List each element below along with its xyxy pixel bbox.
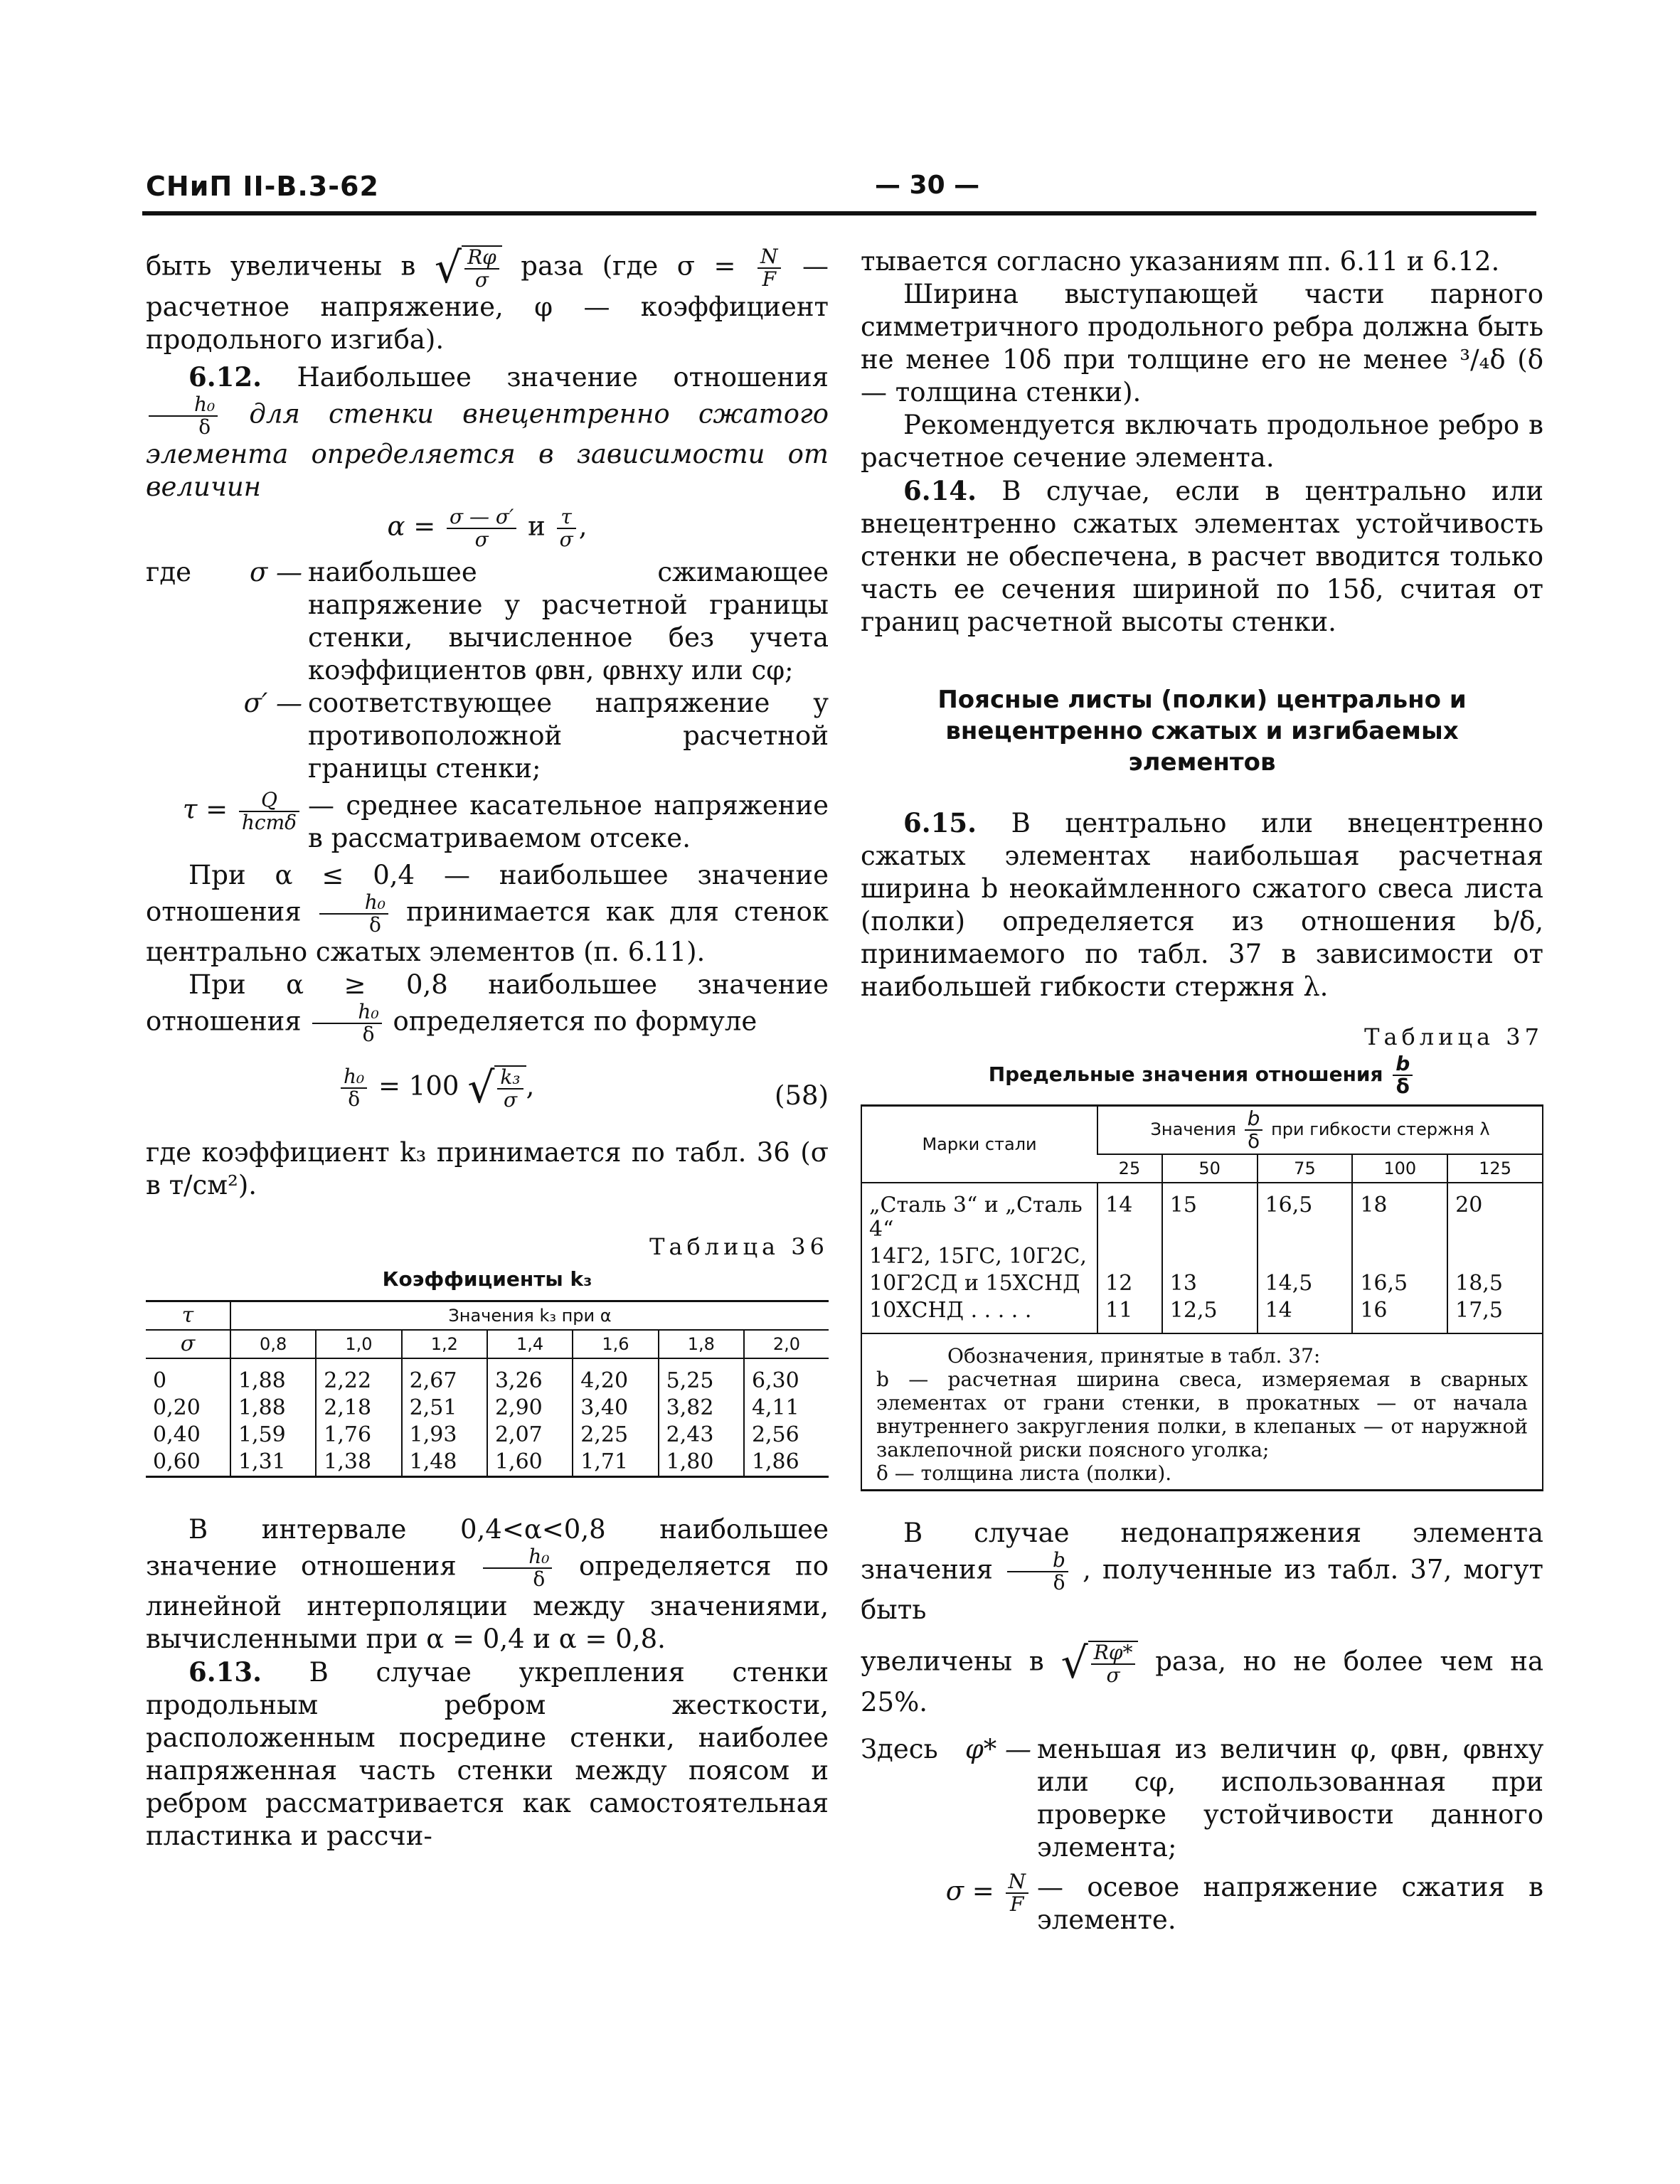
text: = 100: [378, 1070, 459, 1102]
t36-alpha-header: 2,0: [744, 1330, 829, 1358]
frac-num: b: [1393, 1053, 1413, 1076]
paragraph-k3: где коэффициент k₃ принимается по табл. 36 (σ в т/см²).: [146, 1137, 829, 1200]
table-cell: 2,22: [316, 1358, 401, 1395]
table-37-body: [861, 1183, 1543, 1333]
sqrt-den: σ: [1106, 1663, 1120, 1687]
table-cell: 14: [1097, 1183, 1162, 1243]
table-row: [861, 1297, 1543, 1333]
table-cell: 4,11: [744, 1395, 829, 1422]
paragraph-interval: [146, 1513, 829, 1656]
table-cell: 1,88: [230, 1395, 316, 1422]
frac-den: σ: [474, 528, 489, 551]
definition-sigma: [146, 556, 829, 687]
sqrt-num: Rφ*: [1091, 1642, 1136, 1665]
table-cell: 0,40: [153, 1422, 201, 1447]
text: определяется по линейной интерполяции между значениями, вычисленными при α = 0,4 и α = 0,8.: [146, 1550, 829, 1654]
fraction-q: [239, 789, 299, 833]
table-cell: 16: [1352, 1297, 1447, 1333]
definition-sigma-prime: [146, 687, 829, 785]
table-cell: [1258, 1243, 1353, 1270]
document-code: СНиП II-В.3-62: [146, 171, 379, 202]
table-row: [861, 1243, 1543, 1270]
table-cell: 2,67: [402, 1358, 487, 1395]
table-cell: 6,30: [744, 1358, 829, 1395]
frac-num: N: [1006, 1871, 1029, 1894]
table-37-notes: [861, 1333, 1543, 1491]
fraction-n-f: [1006, 1871, 1029, 1915]
table-cell: 0,60: [153, 1449, 201, 1474]
section-heading: Поясные листы (полки) центрально и внецентренно сжатых и изгибаемых элементов: [937, 686, 1467, 777]
t36-alpha-header: 1,6: [573, 1330, 658, 1358]
table-cell: „Сталь 3“ и „Сталь 4“: [869, 1193, 1083, 1242]
frac-num: h₀: [341, 1066, 367, 1089]
fraction-tau: [557, 506, 576, 550]
note-title: Обозначения, принятые в табл. 37:: [947, 1344, 1321, 1368]
table-cell: 12,5: [1162, 1297, 1258, 1333]
text: При α ≤ 0,4 — наибольшее значение отношения: [146, 860, 829, 927]
definition-text: соответствующее напряжение у противоположной расчетной границы стенки;: [308, 688, 829, 784]
t36-alpha-header: 1,2: [402, 1330, 487, 1358]
fraction-b-delta: [1245, 1108, 1263, 1152]
table-cell: 4,20: [573, 1358, 658, 1395]
t37-lambda-header: 100: [1352, 1154, 1447, 1183]
table-37-caption: Таблица 37: [1364, 1023, 1543, 1050]
table-37: [861, 1104, 1543, 1491]
table-cell: 2,56: [744, 1422, 829, 1449]
paragraph-increase: [146, 245, 829, 356]
text: при гибкости стержня λ: [1271, 1119, 1490, 1139]
sqrt-num: Rφ: [464, 247, 499, 270]
table-cell: 1,38: [316, 1449, 401, 1477]
alpha-formula: [146, 506, 829, 550]
fraction-h0-delta: [149, 394, 218, 438]
text: принимается как для стенок центрально сжатых элементов (п. 6.11).: [146, 896, 829, 967]
text: увеличены в: [861, 1646, 1044, 1677]
section-number: 6.14.: [903, 475, 977, 506]
section-6-14: [861, 474, 1543, 639]
text: Здесь: [861, 1734, 938, 1764]
t37-lambda-header: 75: [1258, 1154, 1353, 1183]
table-cell: 14,5: [1258, 1270, 1353, 1297]
table-cell: [1162, 1243, 1258, 1270]
paragraph-alpha-04: [146, 859, 829, 969]
table-cell: 2,43: [659, 1422, 744, 1449]
table-row: [861, 1270, 1543, 1297]
table-cell: 20: [1447, 1183, 1543, 1243]
header-alphas-row: [146, 1330, 829, 1358]
definition-tau: [146, 789, 829, 855]
table-cell: 1,80: [659, 1449, 744, 1477]
right-column: [861, 245, 1543, 1937]
left-column: [146, 245, 829, 1853]
text: Предельные значения отношения: [988, 1062, 1383, 1086]
table-cell: 1,71: [573, 1449, 658, 1477]
frac-den: hстδ: [241, 811, 297, 834]
t37-lambda-header: 50: [1162, 1154, 1258, 1183]
table-cell: 2,51: [402, 1395, 487, 1422]
t36-alpha-header: 1,0: [316, 1330, 401, 1358]
paragraph-underloading: [861, 1517, 1543, 1626]
table-36-body: [146, 1358, 829, 1477]
frac-den: δ: [198, 415, 211, 439]
section-6-13: [146, 1656, 829, 1853]
text: φ* —: [964, 1734, 1031, 1764]
table-36-caption: Таблица 36: [649, 1233, 829, 1260]
sqrt-formula: √ $\frac{\text{k₃}}{\sigma}$: [467, 1065, 526, 1111]
frac-num: h₀: [312, 1001, 381, 1024]
fraction-h0-delta: [341, 1066, 367, 1110]
paragraph-alpha-08: [146, 969, 829, 1045]
table-cell: 1,31: [230, 1449, 316, 1477]
t36-alpha-header: 0,8: [230, 1330, 316, 1358]
note-b: b — расчетная ширина свеса, измеряемая в сварных элементах от грани стенки, в прокатных — от начала внутреннего закругления полки, в клепаных — от наружной заклепочной риски поясного уголка;: [876, 1368, 1528, 1461]
header-rule: [142, 211, 1536, 215]
table-cell: 1,88: [230, 1358, 316, 1395]
table-cell: [1447, 1243, 1543, 1270]
table-row: [146, 1422, 829, 1449]
table-row: [146, 1449, 829, 1477]
text: τ =: [182, 794, 228, 825]
table-cell: 17,5: [1447, 1297, 1543, 1333]
definition-phi: [861, 1733, 1543, 1864]
table-cell: 16,5: [1258, 1183, 1353, 1243]
t37-lambda-header: 25: [1118, 1158, 1141, 1178]
frac-num: h₀: [483, 1546, 552, 1569]
text: раза (где σ =: [521, 250, 736, 282]
section-number: 6.13.: [188, 1656, 262, 1688]
text: σ =: [945, 1875, 994, 1907]
definition-symbol: [861, 1733, 1037, 1864]
table-cell: [1097, 1243, 1162, 1270]
header-tau: τ: [146, 1301, 230, 1331]
frac-den: δ: [348, 1087, 361, 1111]
text: В интервале 0,4<α<0,8 наибольшее значение отношения: [146, 1514, 829, 1582]
table-cell: 2,07: [487, 1422, 573, 1449]
sqrt-den: σ: [503, 1088, 518, 1112]
frac-den: δ: [1395, 1075, 1410, 1098]
header-steel: Марки стали: [861, 1106, 1097, 1183]
definitions-list: [861, 1733, 1543, 1937]
table-cell: 3,26: [487, 1358, 573, 1395]
text: α =: [387, 511, 436, 542]
text: σ —: [249, 557, 302, 587]
definitions-list: [146, 556, 829, 855]
table-cell: 16,5: [1352, 1270, 1447, 1297]
frac-den: F: [1010, 1892, 1024, 1916]
text: В случае укрепления стенки продольным ребром жесткости, расположенным посредине стенки, наиболее напряженная часть стенки между поясом и ребром рассматривается как самостоятельная пластинка и рассчи-: [146, 1657, 829, 1851]
text: В случае недонапряжения элемента значения: [861, 1518, 1543, 1585]
table-cell: 2,90: [487, 1395, 573, 1422]
text: В центрально или внецентренно сжатых элементах наибольшая расчетная ширина b неокаймленного сжатого свеса листа (полки) определяется из отношения b/δ, принимаемого по табл. 37 в зависимости от наибольшей гибкости стержня λ.: [861, 808, 1543, 1002]
table-37-title: [861, 1053, 1543, 1097]
paragraph-rib-width: Ширина выступающей части парного симметричного продольного ребра должна быть не менее 10δ при толщине его не менее ³/₄δ (δ — толщина стенки).: [861, 279, 1543, 407]
definition-sigma-axial: [861, 1871, 1543, 1937]
table-cell: 2,25: [573, 1422, 658, 1449]
text: где: [146, 557, 192, 587]
table-36-title: Коэффициенты k₃: [382, 1267, 592, 1291]
table-cell: 2,18: [316, 1395, 401, 1422]
fraction-h0-delta: [312, 1001, 381, 1045]
frac-num: N: [757, 246, 781, 269]
formula-body: [338, 1065, 534, 1111]
text: для стенки внецентренно сжатого элемента определяется в зависимости от величин: [146, 398, 829, 502]
text: Значения: [1150, 1119, 1236, 1139]
text: определяется по формуле: [393, 1006, 757, 1037]
formula-number: (58): [775, 1080, 829, 1111]
section-6-12: [146, 361, 829, 504]
table-row: [146, 1395, 829, 1422]
text: ,: [526, 1070, 535, 1102]
t36-alpha-header: 1,4: [487, 1330, 573, 1358]
paragraph-continuation: тывается согласно указаниям пп. 6.11 и 6.12.: [861, 246, 1500, 277]
fraction-b-delta: [1393, 1053, 1413, 1097]
page-header: [142, 167, 1536, 211]
table-cell: 13: [1162, 1270, 1258, 1297]
sqrt-den: σ: [474, 268, 489, 292]
formula-58: [146, 1058, 829, 1129]
fraction-h0-delta: [319, 892, 388, 936]
section-6-15: [861, 806, 1543, 1003]
text: В случае, если в центрально или внецентренно сжатых элементах устойчивость стенки не обеспечена, в расчет вводится только часть ее сечения шириной по 15δ, считая от границ расчетной высоты стенки.: [861, 476, 1543, 637]
sqrt-num: k₃: [497, 1067, 523, 1090]
table-cell: 15: [1162, 1183, 1258, 1243]
table-cell: [1352, 1243, 1447, 1270]
definition-symbol: [861, 1871, 1037, 1937]
definition-symbol: [146, 556, 308, 687]
table-cell: 3,82: [659, 1395, 744, 1422]
paragraph-increase-25: [861, 1641, 1543, 1719]
table-cell: 1,93: [402, 1422, 487, 1449]
definition-text: меньшая из величин φ, φвн, φвнxy или cφ, использованная при проверке устойчивости данного элемента;: [1037, 1734, 1543, 1863]
t36-alpha-header: 1,8: [659, 1330, 744, 1358]
frac-den: δ: [533, 1567, 546, 1591]
paragraph-recommend: Рекомендуется включать продольное ребро в расчетное сечение элемента.: [861, 410, 1543, 473]
definition-text: наибольшее сжимающее напряжение у расчетной границы стенки, вычисленное без учета коэффициентов φвн, φвнxy или cφ;: [308, 557, 829, 686]
table-cell: 14: [1258, 1297, 1353, 1333]
text: Наибольшее значение отношения: [297, 362, 829, 393]
text: быть увеличены в: [146, 250, 416, 282]
definition-symbol: σ′ —: [243, 688, 302, 718]
t37-lambda-header: 125: [1447, 1154, 1543, 1183]
table-cell: 1,86: [744, 1449, 829, 1477]
header-values: Значения k₃ при α: [230, 1301, 829, 1331]
frac-num: τ: [557, 506, 576, 529]
table-cell: 1,60: [487, 1449, 573, 1477]
table-cell: 0,20: [153, 1395, 201, 1420]
table-cell: 1,48: [402, 1449, 487, 1477]
note-delta: δ — толщина листа (полки).: [876, 1461, 1172, 1485]
text: При α ≥ 0,8 наибольшее значение отношения: [146, 969, 829, 1037]
sqrt-formula: √ $\frac{R\varphi*}{\sigma}$: [1061, 1641, 1139, 1686]
table-cell: 14Г2, 15ГС, 10Г2С,: [869, 1244, 1087, 1269]
table-cell: 18: [1352, 1183, 1447, 1243]
header-values: [1097, 1106, 1543, 1155]
text: ,: [578, 511, 588, 542]
page-number: — 30 —: [875, 171, 980, 200]
table-cell: 10Г2СД и 15ХСНД: [869, 1271, 1080, 1296]
frac-num: b: [1245, 1108, 1263, 1131]
fraction-b-delta: [1007, 1550, 1068, 1594]
definition-symbol: [146, 789, 308, 855]
text: — расчетное напряжение, φ — коэффициент продольного изгиба).: [146, 250, 829, 355]
sqrt-formula: √ $\frac{R\varphi}{\sigma}$: [435, 245, 502, 291]
table-cell: 3,40: [573, 1395, 658, 1422]
header-sigma: σ: [180, 1331, 196, 1356]
frac-den: δ: [1053, 1571, 1065, 1594]
frac-den: δ: [368, 913, 381, 937]
fraction-n-f: [757, 246, 781, 290]
frac-num: h₀: [149, 394, 218, 417]
frac-num: σ — σ′: [447, 506, 516, 529]
frac-num: h₀: [319, 892, 388, 915]
frac-num: b: [1007, 1550, 1068, 1572]
table-cell: 5,25: [659, 1358, 744, 1395]
fraction-alpha: [447, 506, 516, 550]
section-number: 6.15.: [903, 807, 977, 838]
table-cell: 1,59: [230, 1422, 316, 1449]
frac-den: F: [762, 267, 776, 291]
section-number: 6.12.: [188, 361, 262, 393]
table-cell: 1,76: [316, 1422, 401, 1449]
frac-den: δ: [1247, 1129, 1260, 1153]
text: , полученные из табл. 37, могут быть: [861, 1554, 1543, 1625]
table-cell: 12: [1097, 1270, 1162, 1297]
definition-text: — среднее касательное напряжение в рассматриваемом отсеке.: [308, 790, 829, 853]
table-row: [861, 1183, 1543, 1243]
table-cell: 11: [1097, 1297, 1162, 1333]
table-row: [146, 1358, 829, 1395]
frac-den: δ: [362, 1023, 375, 1046]
table-cell: 10ХСНД . . . . .: [869, 1298, 1032, 1323]
table-cell: 18,5: [1447, 1270, 1543, 1297]
table-36: [146, 1300, 829, 1478]
fraction-h0-delta: [483, 1546, 552, 1590]
frac-num: Q: [239, 789, 299, 812]
table-cell: 0: [153, 1368, 167, 1393]
text: раза, но не более чем на 25%.: [861, 1646, 1543, 1717]
definition-text: — осевое напряжение сжатия в элементе.: [1037, 1872, 1543, 1935]
text: и: [528, 511, 546, 542]
frac-den: σ: [559, 528, 573, 551]
